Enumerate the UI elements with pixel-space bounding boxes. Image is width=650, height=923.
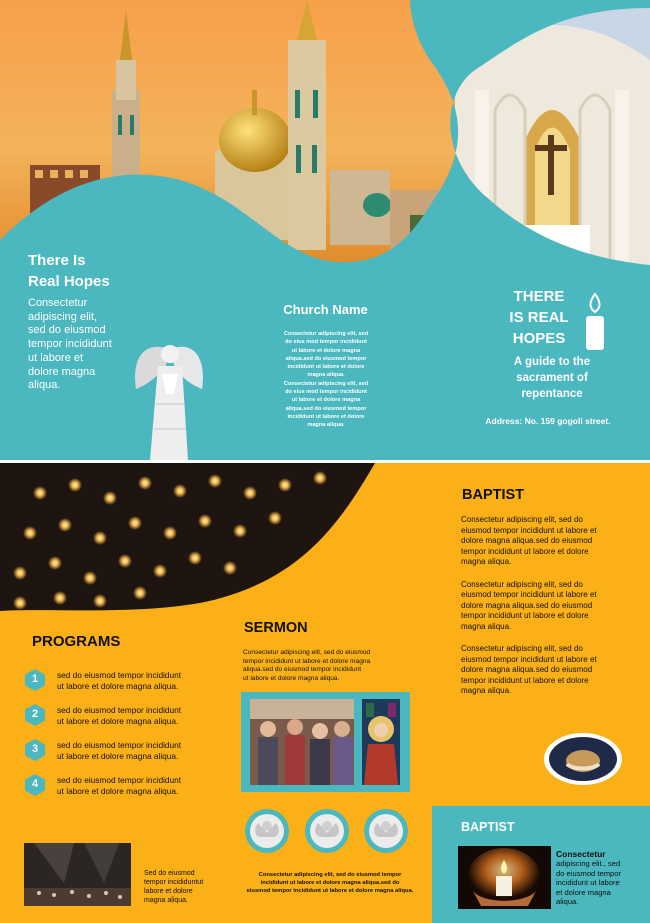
subtitle-line: sacrament of xyxy=(516,372,588,384)
caption-line: tempor incididuntut xyxy=(144,879,204,886)
footer-line: Consectetur adipiscing elit, sed do eiusmod tempor xyxy=(258,872,402,878)
candle-flame xyxy=(83,571,97,585)
candle-flame xyxy=(13,566,27,580)
cover-title-line: HOPES xyxy=(512,330,566,347)
subtitle-line: repentance xyxy=(521,388,583,400)
baptist-paragraph xyxy=(461,644,641,697)
body-line: Consectetur xyxy=(28,297,88,309)
candle-hands-photo xyxy=(458,846,551,909)
body-line: sed do eiusmod xyxy=(28,324,106,337)
congregation-photo xyxy=(250,699,354,785)
body-line: Consectetur adipiscing elit, sed xyxy=(283,331,369,337)
body-line: aliqua.sed do eiusmod tempor xyxy=(285,355,367,362)
candle-flame xyxy=(33,486,47,500)
program-item xyxy=(24,669,229,704)
sermon-photo-frame xyxy=(241,692,410,792)
body-line: incididunt ut labore xyxy=(556,878,620,888)
body-line: dolore magna aliqua.sed do eiusmod xyxy=(461,665,593,674)
baptist-paragraph xyxy=(461,580,641,633)
candle-flame xyxy=(153,564,167,578)
program-text xyxy=(57,740,181,761)
candle-flame xyxy=(163,526,177,540)
body-line: incididunt ut labore et dolore xyxy=(287,413,365,420)
angel-medallion-icon xyxy=(305,809,349,853)
candle-flame xyxy=(173,484,187,498)
program-text xyxy=(57,705,181,726)
program-item xyxy=(24,774,229,809)
body-line: adipiscing elit., sed xyxy=(556,859,621,869)
candle-flame xyxy=(243,486,257,500)
programs-list xyxy=(24,669,229,809)
candle-flame xyxy=(103,491,117,505)
program-line: ut labore et dolore magna aliqua. xyxy=(57,715,179,726)
program-line: sed do eiusmod tempor incididunt xyxy=(57,775,182,785)
body-line: tempor incididunt ut labore et dolore xyxy=(461,611,589,620)
cover-subtitle xyxy=(498,354,606,402)
angel-medallion-icon xyxy=(364,809,408,853)
program-line: sed do eiusmod tempor incididunt xyxy=(57,740,182,750)
church-name-title: Church Name xyxy=(283,302,368,317)
body-line: Consectetur adipiscing elit, sed xyxy=(283,380,369,387)
candle-flame xyxy=(68,478,82,492)
body-line: aliqua. xyxy=(28,379,61,392)
angel-medallion-icon xyxy=(245,809,289,853)
body-line: magna aliqua. xyxy=(307,372,345,379)
body-line: Consectetur adipiscing elit, sed do xyxy=(461,515,583,524)
body-line: adipiscing elit, xyxy=(28,310,98,323)
brochure-inside-page xyxy=(0,463,650,923)
program-number: 1 xyxy=(31,673,39,685)
subtitle-line: A guide to the xyxy=(513,356,591,368)
body-line: aliqua.sed do eiusmod tempor incididunt xyxy=(243,666,362,674)
candle-flame xyxy=(268,511,282,525)
baptist-box-text xyxy=(556,850,621,906)
sermon-footer-text xyxy=(240,871,420,895)
cover-title xyxy=(498,286,580,349)
candle-flame xyxy=(138,476,152,490)
body-line: magna aliqua. xyxy=(461,686,512,695)
address-text: Address: No. 159 gogoli street. xyxy=(485,416,611,426)
body-line: eiusmod tempor incididunt ut labore et xyxy=(461,654,597,664)
body-line: dolore magna aliqua.sed do eiusmod xyxy=(461,600,593,610)
sermon-title: SERMON xyxy=(244,620,308,636)
stained-glass-photo xyxy=(362,699,400,785)
candle-flame xyxy=(223,561,237,575)
body-line: do eiusmod tempor xyxy=(556,868,622,878)
candles-photo xyxy=(0,463,380,613)
hope-body-text xyxy=(28,297,112,393)
programs-title: PROGRAMS xyxy=(32,633,121,650)
candle-flame xyxy=(53,591,67,605)
program-number: 3 xyxy=(31,743,39,755)
body-line: eiusmod tempor incididunt ut labore et xyxy=(461,525,597,535)
body-line: aliqua.sed do eiusmod tempor xyxy=(285,405,367,412)
candle-flame xyxy=(118,554,132,568)
program-line: ut labore et dolore magna aliqua. xyxy=(57,680,179,691)
body-line: incididunt ut labore et dolore xyxy=(287,364,365,371)
body-line: tempor incididunt ut labore et dolore magna xyxy=(243,657,371,665)
body-line: magna aliqua. xyxy=(461,621,512,631)
bread-oval-photo xyxy=(543,732,623,786)
footer-line: incididunt ut labore et dolore magna aliqua.sed do xyxy=(260,880,400,886)
caption-line: Sed do eiusmod xyxy=(144,870,195,877)
body-line: Consectetur adipiscing elit, sed do xyxy=(461,579,583,589)
candle-flame xyxy=(93,594,107,608)
candle-flame xyxy=(13,596,27,610)
candle-flame xyxy=(233,524,247,538)
program-item xyxy=(24,739,229,774)
hope-heading-line2: Real Hopes xyxy=(28,273,110,290)
program-line: ut labore et dolore magna aliqua. xyxy=(57,785,179,796)
baptist-box-title: BAPTIST xyxy=(461,820,515,834)
candle-flame xyxy=(198,514,212,528)
body-line: ut labore et dolore magna aliqua. xyxy=(243,674,340,682)
program-text xyxy=(57,670,181,691)
concert-caption xyxy=(144,869,203,905)
hope-heading xyxy=(28,250,110,292)
candle-flame xyxy=(128,516,142,530)
body-line: aliqua. xyxy=(556,897,579,907)
program-number: 2 xyxy=(31,708,39,720)
body-line: tempor incididunt ut labore et dolore xyxy=(461,675,589,685)
body-line: eiusmod tempor incididunt ut labore et xyxy=(461,590,597,599)
body-line: ut labore et xyxy=(28,351,84,364)
body-line: tempor incididunt ut labore et dolore xyxy=(461,546,589,556)
body-line: Consectetur adipiscing elit, sed do xyxy=(461,644,583,653)
candle-flame xyxy=(48,556,62,570)
body-line: magna aliqua. xyxy=(461,557,512,566)
program-line: sed do eiusmod tempor incididunt xyxy=(57,670,182,680)
caption-line: labore et dolore xyxy=(144,888,193,895)
body-line: do eius mod tempor incididunt xyxy=(285,339,367,346)
baptist-paragraph xyxy=(461,515,641,568)
program-line: sed do eiusmod tempor incididunt xyxy=(57,705,182,715)
candle-icon xyxy=(582,292,608,352)
footer-line: eiusmod tempor incididunt ut labore et dolore magna aliqua. xyxy=(246,888,414,894)
candle-flame xyxy=(188,551,202,565)
body-line: do eius mod tempor incididunt xyxy=(285,389,367,396)
body-line: Consectetur xyxy=(556,849,606,859)
candle-flame xyxy=(278,478,292,492)
body-line: ut labore et dolore magna xyxy=(291,347,361,354)
program-text xyxy=(57,775,181,796)
baptist-paragraphs xyxy=(461,515,641,697)
angel-medallions xyxy=(243,807,411,857)
body-line: et dolore magna xyxy=(556,887,611,897)
body-line: dolore magna xyxy=(28,365,96,378)
cover-title-line: IS REAL xyxy=(509,309,569,326)
sermon-body-text xyxy=(243,649,370,683)
body-line: ut labore et dolore magna xyxy=(291,397,361,404)
baptist-box xyxy=(432,806,650,923)
brochure-outside-page xyxy=(0,0,650,460)
body-line: Consectetur adipiscing elit, sed do eiusmod xyxy=(243,649,371,656)
caption-line: magna aliqua. xyxy=(144,897,188,904)
hope-heading-line1: There Is xyxy=(28,252,86,269)
program-line: ut labore et dolore magna aliqua. xyxy=(57,750,179,761)
concert-photo xyxy=(24,843,131,906)
church-body-text xyxy=(258,330,394,430)
program-number: 4 xyxy=(31,778,39,790)
body-line: magna aliqua. xyxy=(307,422,345,429)
baptist-title: BAPTIST xyxy=(462,487,525,503)
body-line: dolore magna aliqua.sed do eiusmod xyxy=(461,536,593,545)
candle-flame xyxy=(23,526,37,540)
candle-flame xyxy=(313,471,327,485)
candle-flame xyxy=(208,474,222,488)
candle-flame xyxy=(58,518,72,532)
cover-title-line: THERE xyxy=(513,288,565,305)
angel-statue-image xyxy=(130,334,208,460)
program-item xyxy=(24,704,229,739)
candle-flame xyxy=(133,586,147,600)
body-line: tempor incididunt xyxy=(28,338,112,351)
candle-flame xyxy=(93,531,107,545)
